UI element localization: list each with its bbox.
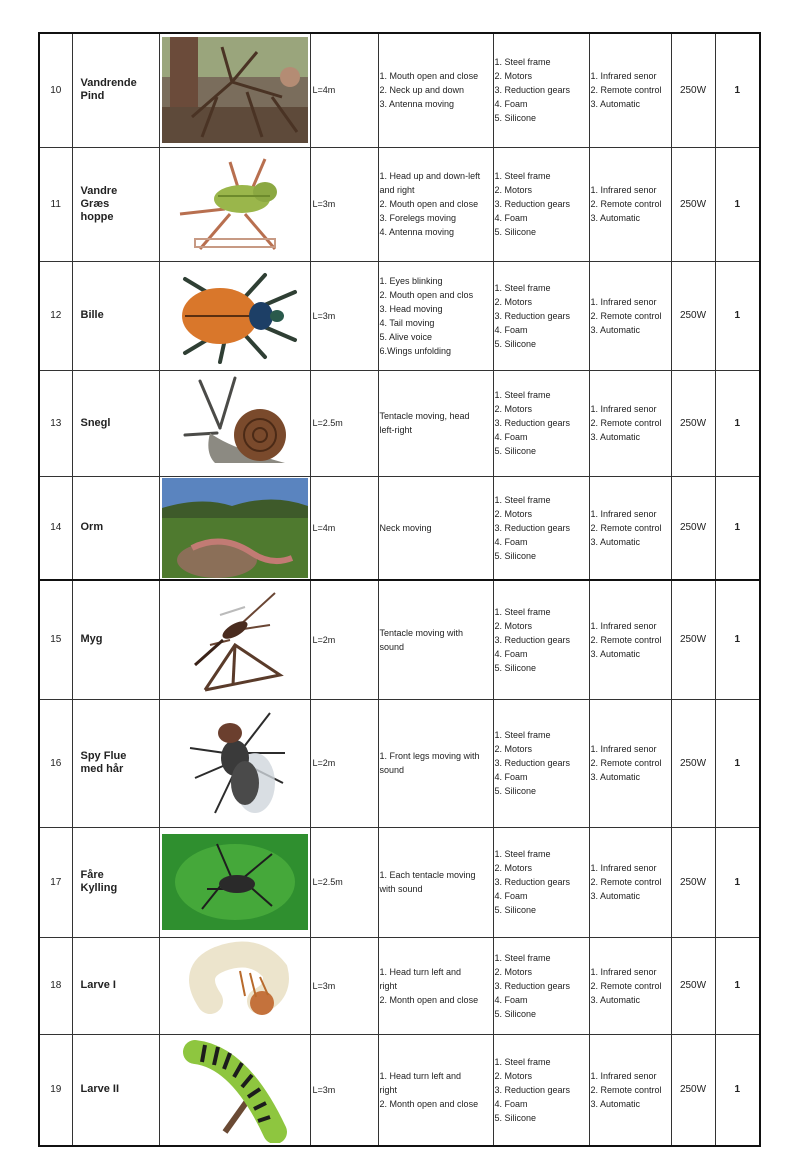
material-list: 1. Steel frame 2. Motors 3. Reduction gears 4. Foam 5. Silicone (493, 476, 589, 580)
table-row (39, 476, 760, 580)
material-list: 1. Steel frame 2. Motors 3. Reduction gears 4. Foam 5. Silicone (493, 1034, 589, 1146)
size-value: L=2m (310, 580, 378, 699)
product-name: Larve I (72, 937, 159, 1034)
quantity-value: 1 (715, 33, 760, 147)
cricket-photo (159, 827, 310, 937)
control-list: 1. Infrared senor 2. Remote control 3. Automatic (589, 33, 671, 147)
table-row (39, 33, 760, 147)
size-value: L=3m (310, 937, 378, 1034)
size-value: L=2m (310, 699, 378, 827)
quantity-value: 1 (715, 476, 760, 580)
table-row (39, 261, 760, 370)
white-grub-larva-photo (159, 937, 310, 1034)
row-number: 11 (39, 147, 72, 261)
movement-list: 1. Head turn left and right 2. Month open and close (378, 1034, 493, 1146)
control-list: 1. Infrared senor 2. Remote control 3. Automatic (589, 370, 671, 476)
snail-photo (159, 370, 310, 476)
row-number: 19 (39, 1034, 72, 1146)
row-number: 17 (39, 827, 72, 937)
material-list: 1. Steel frame 2. Motors 3. Reduction gears 4. Foam 5. Silicone (493, 370, 589, 476)
row-number: 18 (39, 937, 72, 1034)
product-name: Fåre Kylling (72, 827, 159, 937)
size-value: L=3m (310, 1034, 378, 1146)
power-value: 250W (671, 1034, 715, 1146)
movement-list: 1. Head up and down-left and right 2. Mouth open and close 3. Forelegs moving 4. Antenna moving (378, 147, 493, 261)
material-list: 1. Steel frame 2. Motors 3. Reduction gears 4. Foam 5. Silicone (493, 699, 589, 827)
quantity-value: 1 (715, 937, 760, 1034)
product-spec-table (38, 32, 761, 1147)
movement-list: 1. Mouth open and close 2. Neck up and down 3. Antenna moving (378, 33, 493, 147)
movement-list: 1. Front legs moving with sound (378, 699, 493, 827)
size-value: L=2.5m (310, 370, 378, 476)
caterpillar-photo (159, 1034, 310, 1146)
row-number: 16 (39, 699, 72, 827)
power-value: 250W (671, 261, 715, 370)
walking-stick-insect-photo (159, 33, 310, 147)
quantity-value: 1 (715, 370, 760, 476)
control-list: 1. Infrared senor 2. Remote control 3. Automatic (589, 699, 671, 827)
table-row (39, 580, 760, 699)
product-name: Vandrende Pind (72, 33, 159, 147)
quantity-value: 1 (715, 261, 760, 370)
material-list: 1. Steel frame 2. Motors 3. Reduction gears 4. Foam 5. Silicone (493, 580, 589, 699)
movement-list: Tentacle moving with sound (378, 580, 493, 699)
control-list: 1. Infrared senor 2. Remote control 3. Automatic (589, 580, 671, 699)
quantity-value: 1 (715, 827, 760, 937)
control-list: 1. Infrared senor 2. Remote control 3. Automatic (589, 1034, 671, 1146)
table-row (39, 370, 760, 476)
size-value: L=3m (310, 147, 378, 261)
control-list: 1. Infrared senor 2. Remote control 3. Automatic (589, 937, 671, 1034)
table-row (39, 827, 760, 937)
size-value: L=2.5m (310, 827, 378, 937)
beetle-photo (159, 261, 310, 370)
quantity-value: 1 (715, 147, 760, 261)
material-list: 1. Steel frame 2. Motors 3. Reduction gears 4. Foam 5. Silicone (493, 147, 589, 261)
movement-list: 1. Eyes blinking 2. Mouth open and clos 3. Head moving 4. Tail moving 5. Alive voice 6.Wings unfolding (378, 261, 493, 370)
control-list: 1. Infrared senor 2. Remote control 3. Automatic (589, 261, 671, 370)
product-name: Bille (72, 261, 159, 370)
control-list: 1. Infrared senor 2. Remote control 3. Automatic (589, 827, 671, 937)
power-value: 250W (671, 580, 715, 699)
power-value: 250W (671, 33, 715, 147)
material-list: 1. Steel frame 2. Motors 3. Reduction gears 4. Foam 5. Silicone (493, 827, 589, 937)
power-value: 250W (671, 827, 715, 937)
worm-photo (159, 476, 310, 580)
movement-list: Tentacle moving, head left-right (378, 370, 493, 476)
row-number: 10 (39, 33, 72, 147)
size-value: L=4m (310, 33, 378, 147)
quantity-value: 1 (715, 699, 760, 827)
product-name: Larve II (72, 1034, 159, 1146)
movement-list: Neck moving (378, 476, 493, 580)
product-name: Vandre Græs hoppe (72, 147, 159, 261)
power-value: 250W (671, 699, 715, 827)
control-list: 1. Infrared senor 2. Remote control 3. Automatic (589, 476, 671, 580)
row-number: 15 (39, 580, 72, 699)
quantity-value: 1 (715, 580, 760, 699)
row-number: 12 (39, 261, 72, 370)
power-value: 250W (671, 937, 715, 1034)
product-name: Orm (72, 476, 159, 580)
product-name: Myg (72, 580, 159, 699)
size-value: L=4m (310, 476, 378, 580)
size-value: L=3m (310, 261, 378, 370)
material-list: 1. Steel frame 2. Motors 3. Reduction gears 4. Foam 5. Silicone (493, 261, 589, 370)
table-row (39, 699, 760, 827)
grasshopper-photo (159, 147, 310, 261)
product-name: Spy Flue med hår (72, 699, 159, 827)
quantity-value: 1 (715, 1034, 760, 1146)
table-row (39, 1034, 760, 1146)
power-value: 250W (671, 370, 715, 476)
power-value: 250W (671, 147, 715, 261)
row-number: 14 (39, 476, 72, 580)
movement-list: 1. Each tentacle moving with sound (378, 827, 493, 937)
material-list: 1. Steel frame 2. Motors 3. Reduction gears 4. Foam 5. Silicone (493, 33, 589, 147)
fly-photo (159, 699, 310, 827)
material-list: 1. Steel frame 2. Motors 3. Reduction gears 4. Foam 5. Silicone (493, 937, 589, 1034)
power-value: 250W (671, 476, 715, 580)
table-row (39, 147, 760, 261)
movement-list: 1. Head turn left and right 2. Month open and close (378, 937, 493, 1034)
control-list: 1. Infrared senor 2. Remote control 3. Automatic (589, 147, 671, 261)
mosquito-photo (159, 580, 310, 699)
table-row (39, 937, 760, 1034)
product-name: Snegl (72, 370, 159, 476)
row-number: 13 (39, 370, 72, 476)
